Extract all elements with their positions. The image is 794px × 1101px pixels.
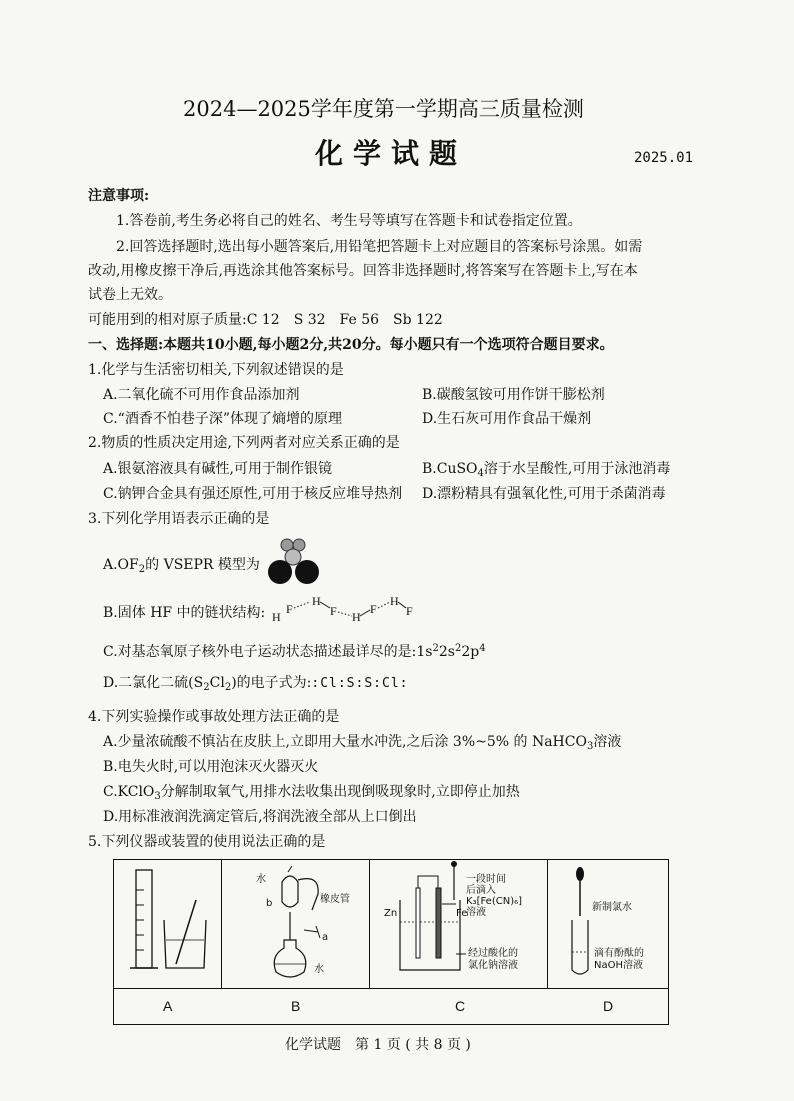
- figure-label-d: D: [603, 998, 614, 1014]
- separatory-funnel-image: [222, 860, 368, 986]
- q1-option-a: A.二氧化硫不可用作食品添加剂: [103, 387, 300, 403]
- label-chlorine-water: 新制氯水: [592, 902, 632, 913]
- label-solution-2: 氯化钠溶液: [468, 960, 518, 971]
- label-d-solution-1: 滴有酚酞的: [594, 948, 644, 959]
- q3-option-d: [103, 674, 408, 697]
- hydrogen-bond-dots: [272, 596, 422, 624]
- q4-c-sub: 3: [154, 791, 161, 802]
- q2-option-a: A.银氨溶液具有碱性,可用于制作银镜: [103, 461, 333, 477]
- q2-b-post: 溶于水呈酸性,可用于泳池消毒: [483, 461, 671, 477]
- q1-stem: 1.化学与生活密切相关,下列叙述错误的是: [88, 362, 344, 378]
- q1-option-c: C.“酒香不怕巷子深”体现了熵增的原理: [103, 411, 342, 427]
- hf-chain-structure: [272, 596, 422, 624]
- notes-item-2-line-2: 改动,用橡皮擦干净后,再选涂其他答案标号。回答非选择题时,将答案写在答题卡上,写在本: [88, 263, 638, 279]
- notes-heading: 注意事项:: [88, 188, 150, 204]
- q3-d-mid: Cl: [209, 675, 225, 691]
- q3-c-sup1: 2: [432, 643, 439, 654]
- q5-stem: 5.下列仪器或装置的使用说法正确的是: [88, 834, 326, 850]
- q4-option-a: [103, 733, 621, 756]
- q3-d-sub2: 2: [224, 682, 232, 693]
- hf-atom: H: [312, 594, 321, 608]
- ligand-atom-right: [295, 560, 319, 584]
- q3-d-post: )的电子式为:: [231, 675, 312, 691]
- q3-stem: 3.下列化学用语表示正确的是: [88, 511, 270, 527]
- q3-d-sub1: 2: [203, 682, 210, 693]
- label-note-2: 后滴入: [466, 885, 496, 896]
- exam-date: 2025.01: [634, 150, 694, 166]
- apparatus-figure-table: [113, 859, 669, 1025]
- label-water-2: 水: [314, 964, 324, 975]
- q3-c-mid2: 2p: [461, 644, 480, 660]
- subject-title: 化学试题: [315, 137, 468, 170]
- q3-d-pre: D.二氯化二硫(S: [103, 675, 204, 691]
- q4-option-c: [103, 783, 520, 806]
- q4-stem: 4.下列实验操作或事故处理方法正确的是: [88, 709, 340, 725]
- q3-c-sup2: 2: [454, 643, 462, 654]
- label-water: 水: [256, 874, 266, 885]
- figure-cell-d: [548, 860, 667, 988]
- q3-option-a: [103, 556, 260, 579]
- hf-atom: H: [352, 610, 361, 624]
- hf-atom: H: [390, 594, 399, 608]
- notes-item-2-line-3: 试卷上无效。: [88, 287, 172, 303]
- figure-label-a: A: [163, 998, 173, 1014]
- q4-option-d: D.用标准液润洗滴定管后,将润洗液全部从上口倒出: [103, 809, 417, 825]
- electrochemical-cell-image: [370, 860, 546, 986]
- q4-c-pre: C.KClO: [103, 784, 155, 800]
- label-note-1: 一段时间: [466, 874, 506, 885]
- q4-option-b: B.电失火时,可以用泡沫灭火器灭火: [103, 759, 319, 775]
- exam-title: 2024—2025学年度第一学期高三质量检测: [183, 97, 584, 121]
- page-footer: 化学试题 第 1 页 ( 共 8 页 ): [285, 1037, 471, 1053]
- q3-a-post: 的 VSEPR 模型为: [145, 557, 260, 573]
- label-d-solution-2: NaOH溶液: [594, 960, 643, 971]
- q2-stem: 2.物质的性质决定用途,下列两者对应关系正确的是: [88, 435, 400, 451]
- q3-option-b: B.固体 HF 中的链状结构:: [103, 605, 266, 621]
- label-note-3: K₃[Fe(CN)₆]: [466, 896, 523, 907]
- q3-c-sup3: 4: [479, 643, 486, 654]
- q4-a-sub: 3: [586, 741, 594, 752]
- figure-cell-a: [114, 860, 222, 988]
- figure-label-c: C: [455, 998, 466, 1014]
- ligand-atom-left: [268, 560, 292, 584]
- hf-atom: H: [272, 610, 281, 624]
- figure-cell-b: [222, 860, 370, 988]
- q3-c-pre: C.对基态氧原子核外电子运动状态描述最详尽的是:1s: [103, 644, 433, 660]
- q2-option-d: D.漂粉精具有强氧化性,可用于杀菌消毒: [422, 486, 666, 502]
- q2-option-c: C.钠钾合金具有强还原性,可用于核反应堆导热剂: [103, 486, 403, 502]
- q3-a-sub: 2: [138, 564, 146, 575]
- label-solution-1: 经过酸化的: [468, 948, 518, 959]
- figure-cell-c: [370, 860, 548, 988]
- hf-atom: F: [286, 602, 293, 616]
- q4-a-text: A.少量浓硫酸不慎沾在皮肤上,立即用大量水冲洗,之后涂 3%~5% 的 NaHCO: [103, 734, 587, 750]
- label-fe: Fe: [456, 908, 468, 919]
- label-b: b: [266, 898, 273, 909]
- vsepr-model-image: [265, 536, 323, 586]
- q1-option-d: D.生石灰可用作食品干燥剂: [422, 411, 592, 427]
- label-a: a: [322, 932, 329, 943]
- notes-item-1: 1.答卷前,考生务必将自己的姓名、考生号等填写在答题卡和试卷指定位置。: [116, 213, 582, 229]
- label-zn: Zn: [384, 908, 398, 919]
- q3-option-c: [103, 640, 486, 661]
- q2-b-sub: 4: [477, 468, 484, 479]
- figure-label-row: [114, 988, 668, 989]
- hf-atom: F: [330, 604, 337, 618]
- q3-a-pre: A.OF: [103, 557, 139, 573]
- notes-item-2-line-1: 2.回答选择题时,选出每小题答案后,用铅笔把答题卡上对应题目的答案标号涂黑。如需: [116, 239, 643, 255]
- figure-label-b: B: [291, 998, 301, 1014]
- hf-atom: F: [406, 604, 413, 618]
- section-1-heading: 一、选择题:本题共10小题,每小题2分,共20分。每小题只有一个选项符合题目要求。: [88, 337, 614, 353]
- q2-b-pre: B.CuSO: [422, 461, 478, 477]
- label-rubber-tube: 橡皮管: [320, 894, 350, 905]
- q4-a-post: 溶液: [593, 734, 622, 750]
- graduated-cylinder-and-beaker-image: [114, 860, 220, 986]
- q1-option-b: B.碳酸氢铵可用作饼干膨松剂: [422, 387, 605, 403]
- q4-c-post: 分解制取氧气,用排水法收集出现倒吸现象时,立即停止加热: [160, 784, 520, 800]
- label-note-4: 溶液: [466, 907, 486, 918]
- atomic-mass-line: 可能用到的相对原子质量:C 12 S 32 Fe 56 Sb 122: [88, 312, 443, 328]
- q3-c-mid1: 2s: [438, 644, 455, 660]
- q2-option-b: [422, 460, 670, 483]
- electron-formula: :Cl:S:S:Cl:: [311, 676, 409, 691]
- hf-atom: F: [370, 602, 377, 616]
